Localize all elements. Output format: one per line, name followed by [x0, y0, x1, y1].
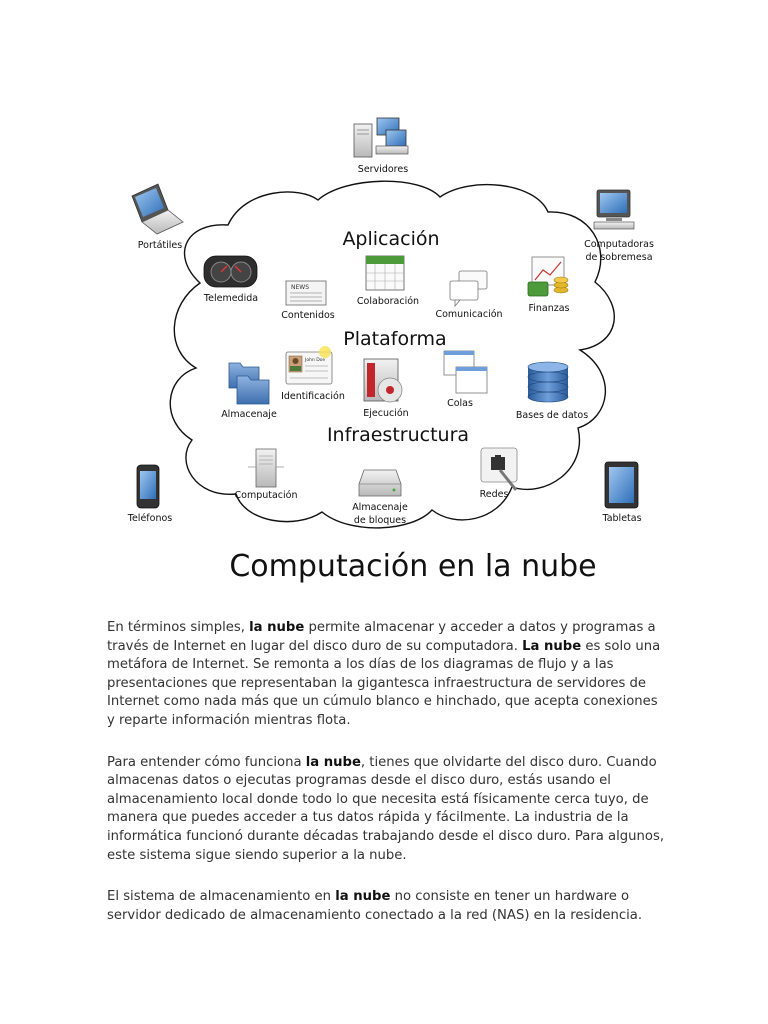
section-heading-application: Aplicación [342, 228, 440, 250]
label-block-storage-line2: de bloques [353, 515, 407, 526]
label-communication: Comunicación [435, 309, 503, 320]
text-run: En términos simples, [107, 620, 250, 635]
diagram-title: Computación en la nube [229, 549, 597, 584]
label-databases: Bases de datos [515, 410, 589, 421]
label-collaboration: Colaboración [356, 296, 420, 307]
text-run: El sistema de almacenamiento en [107, 889, 336, 905]
speedometer-icon [204, 256, 257, 287]
servers-icon [354, 118, 408, 157]
article-body [107, 619, 667, 948]
label-networks: Redes [479, 489, 509, 500]
text-run: Para entender cómo funciona [107, 754, 306, 770]
database-icon [528, 362, 568, 402]
text-run: no consiste en tener un hardware o servidor dedicado de almacenamiento conectado a la red (NAS) en la residencia. [107, 889, 643, 923]
hard-drive-icon [359, 470, 401, 496]
label-tablets: Tabletas [602, 513, 642, 524]
text-run: , tienes que olvidarte del disco duro. Cuando almacenas datos o ejecutas programas desde el disco duro, estás usando el almacenamiento local donde todo lo que necesita está físicamente cerca tuyo, de manera que puedes acceder a tus datos rápida y fácilmente. La industria de la informática funcionó durante décadas trabajando desde el disco duro. Para algunos, este sistema sigue siendo superior a la nube. [107, 754, 665, 863]
label-storage: Almacenaje [221, 409, 277, 420]
label-compute: Computación [234, 490, 298, 501]
label-finance: Finanzas [528, 303, 570, 314]
label-block-storage-line1: Almacenaje [352, 502, 408, 513]
bold-term: La nube [522, 638, 582, 654]
label-desktops-line1: Computadoras [584, 239, 654, 250]
bold-term: la nube [249, 620, 305, 635]
paragraph-2 [107, 754, 667, 866]
section-heading-platform: Plataforma [343, 328, 447, 350]
label-contents: Contenidos [281, 310, 335, 321]
newspaper-title: NEWS [291, 284, 310, 291]
phone-icon [137, 465, 159, 508]
tablet-icon [605, 462, 638, 508]
label-identification: Identificación [281, 391, 345, 402]
execution-icon [364, 359, 402, 402]
paragraph-1 [107, 619, 667, 731]
id-card-name: John Doe [305, 358, 326, 363]
label-queues: Colas [447, 398, 473, 409]
laptop-icon [132, 184, 183, 234]
label-phones: Teléfonos [127, 513, 173, 524]
label-servers: Servidores [357, 164, 409, 175]
finance-chart-icon [528, 257, 568, 296]
desktop-computer-icon [594, 190, 634, 229]
newspaper-icon [286, 281, 326, 305]
label-execution: Ejecución [363, 408, 409, 419]
label-laptops: Portátiles [137, 240, 183, 251]
calendar-icon [366, 256, 404, 290]
text-run: es solo una metáfora de Internet. Se remonta a los días de los diagramas de flujo y a las presentaciones que representaban la gigantesca infraestructura de servidores de Internet como nada más que un cúmulo blanco e hinchado, que acepta conexiones y reparte información mientras flota. [107, 638, 661, 728]
id-card-icon [286, 346, 332, 384]
text-run: permite almacenar y acceder a datos y programas a través de Internet en lugar del disco duro de su computadora. [107, 620, 656, 654]
label-desktops-line2: de sobremesa [585, 252, 653, 263]
label-telemetry: Telemedida [203, 293, 259, 304]
bold-term: la nube [305, 754, 361, 770]
bold-term: la nube [335, 889, 391, 905]
section-heading-infrastructure: Infraestructura [326, 424, 470, 446]
paragraph-3 [107, 888, 667, 925]
